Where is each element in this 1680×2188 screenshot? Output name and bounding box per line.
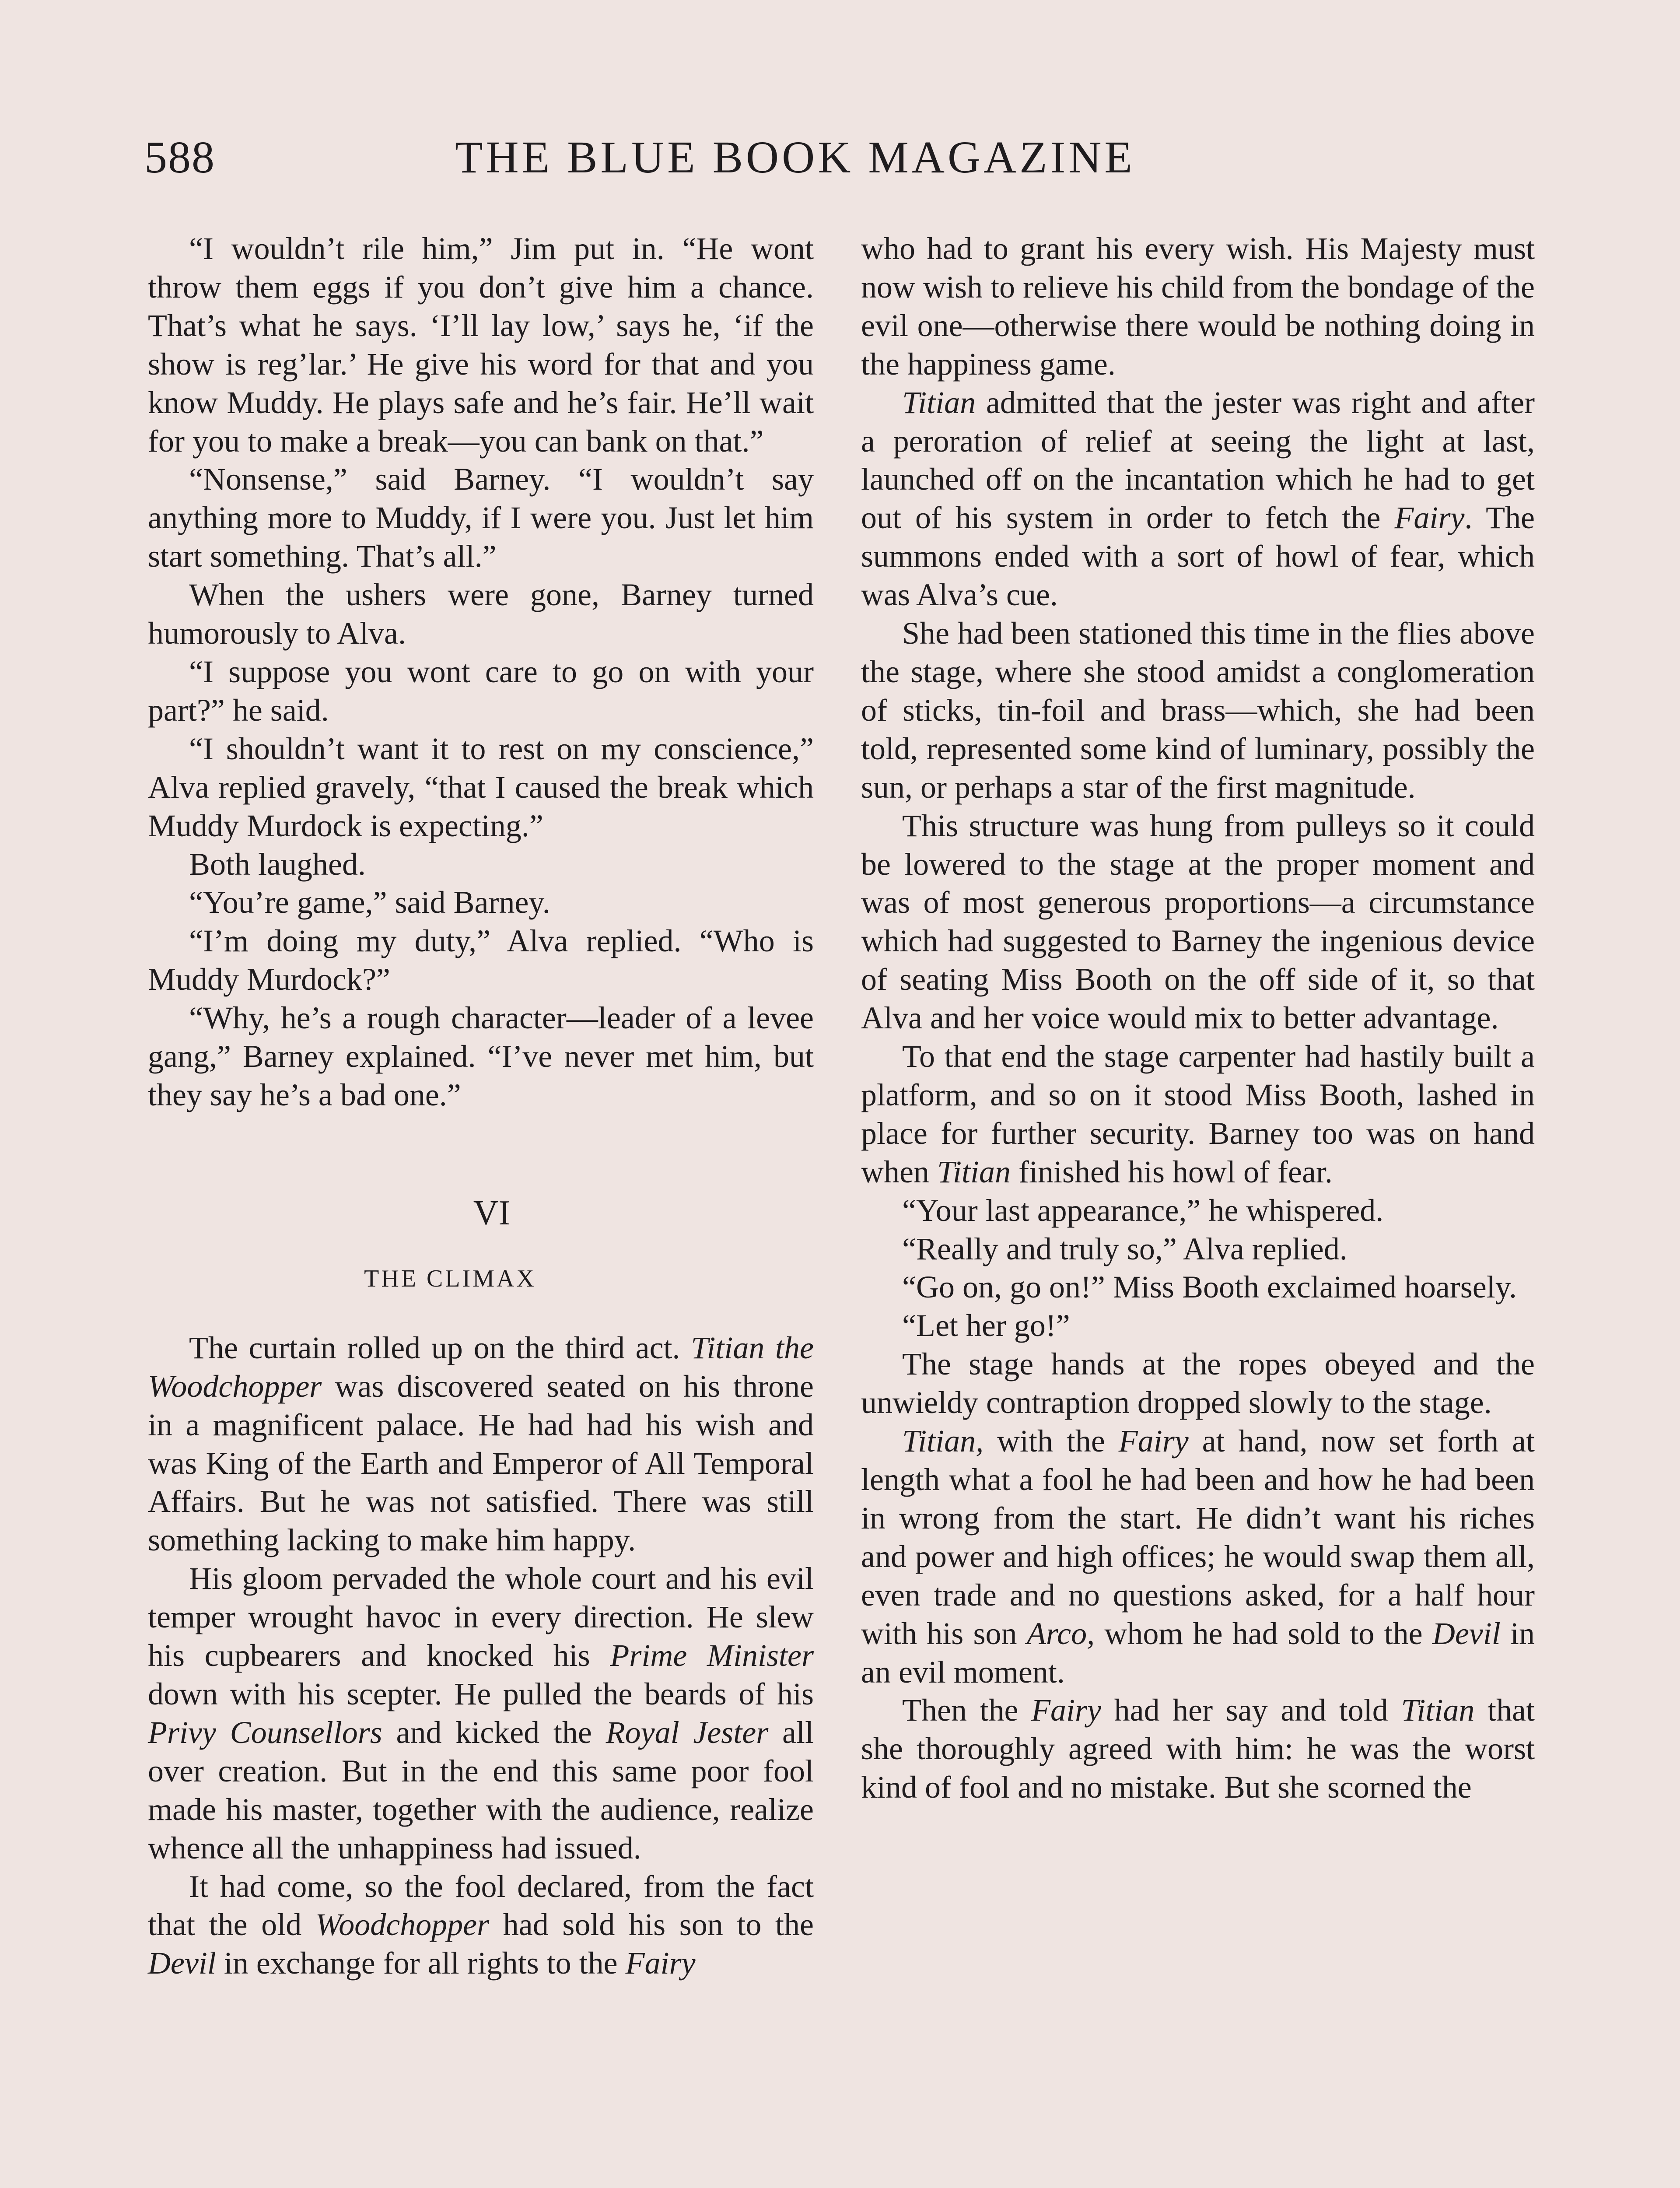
paragraph: His gloom pervaded the whole court and his evil temper wrought havoc in every direction. He slew his cupbearers and knocked his Prime Minister down with his scepter. He pulled the beards of his Privy Counsellors and kicked the Royal Jester all over creation. But in the end this same poor fool made his master, together with the audience, realize whence all the unhappiness had issued.: [148, 1561, 814, 1865]
paragraph: She had been stationed this time in the flies above the stage, where she stood amidst a conglomeration of sticks, tin-foil and brass—which, she had been told, represented some kind of luminary, possibly the sun, or perhaps a star of the first magnitude.: [861, 616, 1535, 805]
paragraph: “I wouldn’t rile him,” Jim put in. “He wont throw them eggs if you don’t give him a chance. That’s what he says. ‘I’ll lay low,’ says he, ‘if the show is reg’lar.’ He give his word for that and you know Muddy. He plays safe and he’s fair. He’ll wait for you to make a break—you can bank on that.”: [148, 231, 814, 459]
paragraph: “I’m doing my duty,” Alva replied. “Who is Muddy Murdock?”: [148, 923, 814, 997]
paragraph: Then the Fairy had her say and told Titian that she thoroughly agreed with him: he was the worst kind of fool and no mistake. But she scorned the: [861, 1693, 1535, 1805]
paragraph: “You’re game,” said Barney.: [189, 885, 550, 920]
magazine-title: THE BLUE BOOK MAGAZINE: [455, 132, 1135, 182]
paragraph: “Why, he’s a rough character—leader of a levee gang,” Barney explained. “I’ve never met him, but they say he’s a bad one.”: [148, 1000, 814, 1112]
paragraph: Both laughed.: [189, 846, 366, 882]
paragraph: This structure was hung from pulleys so it could be lowered to the stage at the proper moment and was of most generous proportions—a circumstance which had suggested to Barney the ingenious device of seating Miss Booth on the off side of it, so that Alva and her voice would mix to better advantage.: [861, 808, 1535, 1036]
section-title: THE CLIMAX: [364, 1265, 536, 1292]
paragraph: “Your last appearance,” he whispered.: [902, 1192, 1384, 1228]
paragraph: When the ushers were gone, Barney turned humorously to Alva.: [148, 577, 814, 651]
paragraph: The curtain rolled up on the third act. Titian the Woodchopper was discovered seated on his throne in a magnificent palace. He had had his wish and was King of the Earth and Emperor of All Temporal Affairs. But he was not satisfied. There was still something lacking to make him happy.: [148, 1330, 814, 1558]
paragraph: Titian, with the Fairy at hand, now set forth at length what a fool he had been and how he had been in wrong from the start. He didn’t want his riches and power and high offices; he would swap them all, even trade and no questions asked, for a half hour with his son Arco, whom he had sold to the Devil in an evil moment.: [861, 1424, 1535, 1690]
paragraph: Titian admitted that the jester was right and after a peroration of relief at seeing the light at last, launched off on the incantation which he had to get out of his system in order to fetch the Fairy. The summons ended with a sort of howl of fear, which was Alva’s cue.: [861, 385, 1535, 613]
paragraph: The stage hands at the ropes obeyed and the unwieldy contraption dropped slowly to the stage.: [861, 1346, 1535, 1420]
paragraph: who had to grant his every wish. His Majesty must now wish to relieve his child from the bondage of the evil one—otherwise there would be nothing doing in the happiness game.: [861, 231, 1535, 382]
paragraph: “I shouldn’t want it to rest on my conscience,” Alva replied gravely, “that I caused the break which Muddy Murdock is expecting.”: [148, 731, 814, 843]
page-number: 588: [144, 132, 215, 182]
paragraph: “Go on, go on!” Miss Booth exclaimed hoarsely.: [902, 1269, 1517, 1305]
left-column: [148, 230, 814, 1983]
paragraph: “Let her go!”: [902, 1308, 1070, 1343]
paragraph: It had come, so the fool declared, from the fact that the old Woodchopper had sold his son to the Devil in exchange for all rights to the Fairy: [148, 1869, 814, 1981]
paragraph: “I suppose you wont care to go on with your part?” he said.: [148, 654, 814, 728]
right-column: [861, 230, 1535, 1807]
paragraph: “Nonsense,” said Barney. “I wouldn’t say anything more to Muddy, if I were you. Just let him start something. That’s all.”: [148, 462, 814, 574]
paragraph: “Really and truly so,” Alva replied.: [902, 1231, 1348, 1266]
paragraph: To that end the stage carpenter had hastily built a platform, and so on it stood Miss Booth, lashed in place for further security. Barney too was on hand when Titian finished his howl of fear.: [861, 1039, 1535, 1189]
section-numeral: VI: [473, 1193, 511, 1232]
page-header: [144, 125, 1225, 190]
